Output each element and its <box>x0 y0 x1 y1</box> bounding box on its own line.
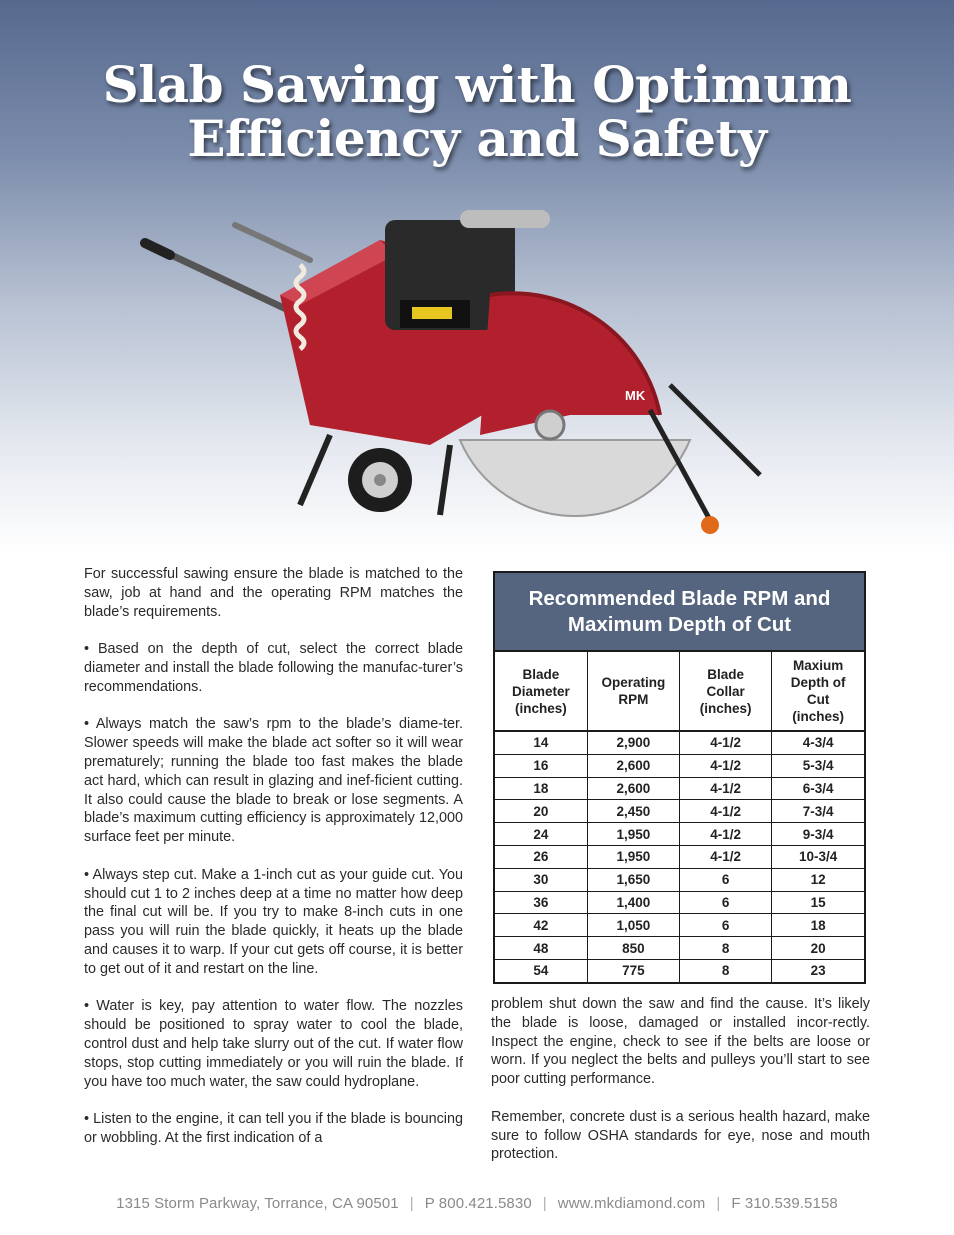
table-row <box>495 754 864 777</box>
table-row <box>495 823 864 846</box>
footer-phone: P 800.421.5830 <box>424 1195 532 1212</box>
table-cell: 48 <box>495 937 587 960</box>
right-text-column <box>491 995 870 1183</box>
table-cell: 54 <box>495 959 587 981</box>
table-cell: 1,950 <box>587 845 679 868</box>
table-cell: 1,650 <box>587 868 679 891</box>
footer-address: 1315 Storm Parkway, Torrance, CA 90501 <box>116 1195 399 1212</box>
tip-water-flow: • Water is key, pay attention to water flow. The nozzles should be positioned to spray water to cool the blade, control dust and help take slurry out of the cut. If water flow stops, stop cutting immediately or you will ruin the blade. If you have too much water, the saw could hydroplane. <box>84 998 463 1090</box>
footer-separator: | <box>716 1195 721 1212</box>
footer-separator: | <box>542 1195 547 1212</box>
table-cell: 4-1/2 <box>680 823 772 846</box>
tip-blade-diameter: • Based on the depth of cut, select the correct blade diameter and install the blade following the manufac-turer’s recommendations. <box>84 641 463 695</box>
tip-listen-engine: • Listen to the engine, it can tell you if the blade is bouncing or wobbling. At the first indication of a <box>84 1111 463 1146</box>
table-cell: 20 <box>772 937 864 960</box>
title-line-2: Efficiency and Safety <box>187 109 767 168</box>
left-text-column <box>84 565 463 1167</box>
table-cell: 24 <box>495 823 587 846</box>
brand-mark-text: MK <box>625 388 646 403</box>
column-header-operating-rpm: Operating RPM <box>587 652 679 731</box>
column-header-max-depth: Maxium Depth of Cut (inches) <box>772 652 864 731</box>
table-cell: 2,900 <box>587 731 679 754</box>
table-cell: 15 <box>772 891 864 914</box>
table-row <box>495 845 864 868</box>
table-row <box>495 731 864 754</box>
blade-rpm-table-panel <box>493 571 866 984</box>
table-cell: 4-1/2 <box>680 800 772 823</box>
table-row <box>495 800 864 823</box>
table-cell: 1,050 <box>587 914 679 937</box>
table-heading-line-2: Maximum Depth of Cut <box>567 613 792 636</box>
table-cell: 42 <box>495 914 587 937</box>
footer-website-link[interactable]: www.mkdiamond.com <box>557 1195 706 1212</box>
table-row <box>495 959 864 981</box>
table-cell: 20 <box>495 800 587 823</box>
table-heading-line-1: Recommended Blade RPM and <box>528 587 831 610</box>
table-cell: 1,400 <box>587 891 679 914</box>
table-cell: 4-1/2 <box>680 845 772 868</box>
column-header-blade-diameter: Blade Diameter (inches) <box>495 652 587 731</box>
table-cell: 7-3/4 <box>772 800 864 823</box>
table-cell: 10-3/4 <box>772 845 864 868</box>
table-row <box>495 777 864 800</box>
footer-fax: F 310.539.5158 <box>731 1195 838 1212</box>
footer-separator: | <box>409 1195 414 1212</box>
table-cell: 26 <box>495 845 587 868</box>
table-cell: 23 <box>810 963 826 979</box>
table-cell: 6 <box>680 891 772 914</box>
intro-paragraph: For successful sawing ensure the blade is matched to the saw, job at hand and the operating RPM matches the blade’s requirements. <box>84 566 463 620</box>
table-cell: 775 <box>587 959 679 981</box>
table-row <box>495 868 864 891</box>
continued-paragraph: problem shut down the saw and find the cause. It’s likely the blade is loose, damaged or installed incor-rectly. Inspect the engine, check to see if the belts are loose or worn. If you neglect the belts and pulleys you’ll start to see poor cutting performance. <box>491 996 870 1088</box>
page-title <box>0 55 954 168</box>
table-header-row <box>495 652 864 731</box>
table-cell: 18 <box>772 914 864 937</box>
tip-step-cut: • Always step cut. Make a 1-inch cut as your guide cut. You should cut 1 to 2 inches deep at a time no matter how deep the final cut will be. If you try to make 8-inch cuts in one pass you will ruin the blade quickly, it heats up the blade and causes it to warp. If your cut gets off course, it is better to get out of it and restart on the line. <box>84 866 463 977</box>
table-cell: 36 <box>495 891 587 914</box>
footer-contact-bar <box>0 1195 954 1212</box>
table-cell: 5-3/4 <box>772 754 864 777</box>
table-cell: 4-1/2 <box>680 754 772 777</box>
table-cell: 30 <box>495 868 587 891</box>
table-cell: 2,600 <box>587 754 679 777</box>
column-header-blade-collar: Blade Collar (inches) <box>680 652 772 731</box>
title-line-1: Slab Sawing with Optimum <box>102 55 852 114</box>
floor-saw-photo <box>130 185 780 555</box>
blade-rpm-table <box>495 652 864 982</box>
hero-banner <box>0 0 954 555</box>
table-cell: 1,950 <box>587 823 679 846</box>
table-cell: 12 <box>772 868 864 891</box>
tip-match-rpm: • Always match the saw’s rpm to the blade’s diame-ter. Slower speeds will make the blade act softer so it will wear prematurely; running the blade too fast makes the blade act hard, which can result in glazing and inef-ficient cutting. It also could cause the blade to break or lose segments. A blade’s maximum cutting efficiency is approximately 12,000 surface feet per minute. <box>84 716 463 846</box>
table-cell: 8 <box>680 959 772 981</box>
table-cell: 4-1/2 <box>680 777 772 800</box>
table-cell: 4-1/2 <box>680 731 772 754</box>
table-cell: 16 <box>495 754 587 777</box>
table-cell: 2,450 <box>587 800 679 823</box>
table-heading <box>495 573 864 652</box>
table-cell: 6-3/4 <box>772 777 864 800</box>
table-cell: 9-3/4 <box>772 823 864 846</box>
table-row <box>495 891 864 914</box>
table-cell: 850 <box>587 937 679 960</box>
table-row <box>495 914 864 937</box>
table-cell: 14 <box>495 731 587 754</box>
table-cell: 6 <box>680 868 772 891</box>
safety-paragraph: Remember, concrete dust is a serious health hazard, make sure to follow OSHA standards for eye, nose and mouth protection. <box>491 1108 870 1163</box>
table-cell: 8 <box>680 937 772 960</box>
table-cell: 4-3/4 <box>772 731 864 754</box>
table-cell: 6 <box>680 914 772 937</box>
table-cell: 2,600 <box>587 777 679 800</box>
table-cell: 18 <box>495 777 587 800</box>
table-row <box>495 937 864 960</box>
